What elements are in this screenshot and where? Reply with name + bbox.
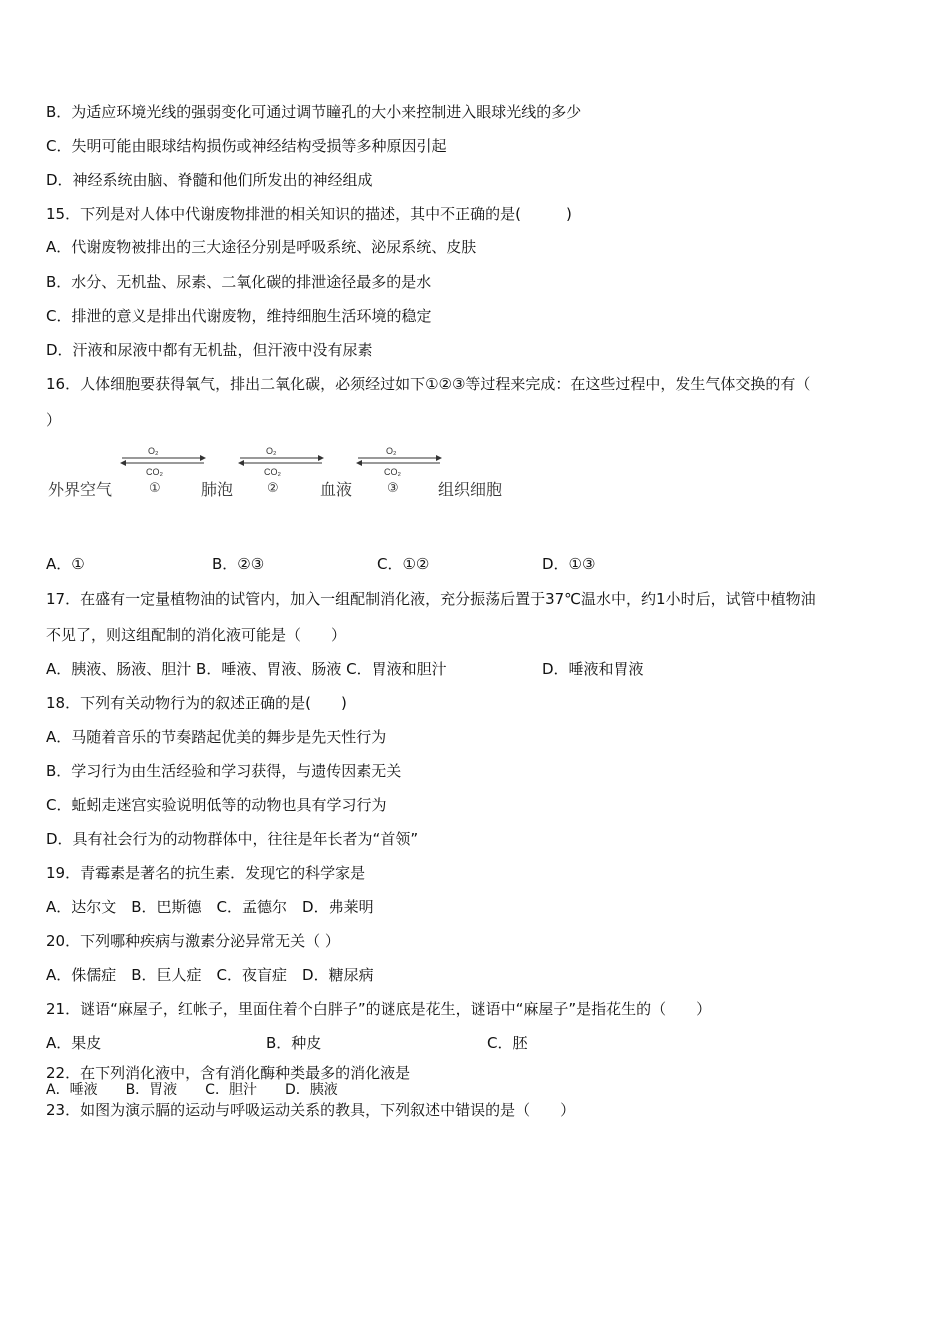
diagram-label-outside-air: 外界空气 (48, 480, 113, 499)
co2-label: CO₂ (146, 467, 163, 477)
q18-option-a: A．马随着音乐的节奏踏起优美的舞步是先天性行为 (46, 728, 387, 746)
q21-option-a: A．果皮 (46, 1034, 102, 1052)
q16-option-a: A．① (46, 555, 85, 573)
co2-label: CO₂ (264, 467, 281, 477)
diagram-label-blood: 血液 (320, 480, 353, 499)
q18-option-b: B．学习行为由生活经验和学习获得，与遗传因素无关 (46, 762, 402, 780)
q17-stem-line2: 不见了，则这组配制的消化液可能是（ ） (46, 626, 347, 644)
exchange-arrows-1 (118, 444, 208, 496)
step-2: ② (267, 481, 279, 496)
q14-option-b: B．为适应环境光线的强弱变化可通过调节瞳孔的大小来控制进入眼球光线的多少 (46, 103, 582, 121)
o2-label: O₂ (386, 446, 397, 456)
q21-stem: 21．谜语“麻屋子，红帐子，里面住着个白胖子”的谜底是花生，谜语中“麻屋子”是指花生的（ ） (46, 1000, 712, 1018)
q17-options-abc: A．胰液、肠液、胆汁 B．唾液、胃液、肠液 C．胃液和胆汁 (46, 660, 447, 678)
double-arrow-icon (354, 454, 444, 468)
q15-option-d: D．汗液和尿液中都有无机盐，但汗液中没有尿素 (46, 341, 373, 359)
double-arrow-icon (236, 454, 326, 468)
q21-option-c: C．胚 (487, 1034, 528, 1052)
diagram-label-alveoli: 肺泡 (201, 480, 234, 499)
q14-option-c: C．失明可能由眼球结构损伤或神经结构受损等多种原因引起 (46, 137, 447, 155)
diagram-label-tissue-cells: 组织细胞 (438, 480, 503, 499)
q16-option-c: C．①② (377, 555, 430, 573)
q18-option-c: C．蚯蚓走迷宫实验说明低等的动物也具有学习行为 (46, 796, 387, 814)
q16-option-d: D．①③ (542, 555, 596, 573)
q18-stem: 18．下列有关动物行为的叙述正确的是( ) (46, 694, 347, 712)
q19-stem: 19．青霉素是著名的抗生素．发现它的科学家是 (46, 864, 366, 882)
double-arrow-icon (118, 454, 208, 468)
exchange-arrows-2 (236, 444, 326, 496)
o2-label: O₂ (148, 446, 159, 456)
q22-stem: 22．在下列消化液中，含有消化酶种类最多的消化液是 (46, 1064, 411, 1082)
q15-option-c: C．排泄的意义是排出代谢废物，维持细胞生活环境的稳定 (46, 307, 432, 325)
q15-option-a: A．代谢废物被排出的三大途径分别是呼吸系统、泌尿系统、皮肤 (46, 238, 477, 256)
step-1: ① (149, 481, 161, 496)
q15-stem: 15．下列是对人体中代谢废物排泄的相关知识的描述，其中不正确的是( ) (46, 205, 572, 223)
q17-option-d: D．唾液和胃液 (542, 660, 644, 678)
q19-options: A．达尔文 B．巴斯德 C．孟德尔 D．弗莱明 (46, 898, 374, 916)
gas-exchange-diagram (46, 440, 526, 510)
q18-option-d: D．具有社会行为的动物群体中，往往是年长者为“首领” (46, 830, 419, 848)
q23-stem: 23．如图为演示膈的运动与呼吸运动关系的教具，下列叙述中错误的是（ ） (46, 1101, 576, 1119)
q20-options: A．侏儒症 B．巨人症 C．夜盲症 D．糖尿病 (46, 966, 374, 984)
q16-option-b: B．②③ (212, 555, 265, 573)
q21-option-b: B．种皮 (266, 1034, 322, 1052)
q17-stem-line1: 17．在盛有一定量植物油的试管内，加入一组配制消化液，充分振荡后置于37℃温水中，约1小时后，试管中植物油 (46, 590, 816, 608)
o2-label: O₂ (266, 446, 277, 456)
step-3: ③ (387, 481, 399, 496)
exchange-arrows-3 (354, 444, 444, 496)
q22-options: A．唾液 B．胃液 C．胆汁 D．胰液 (46, 1082, 338, 1098)
q16-stem-line2: ） (46, 411, 62, 429)
q15-option-b: B．水分、无机盐、尿素、二氧化碳的排泄途径最多的是水 (46, 273, 432, 291)
q14-option-d: D．神经系统由脑、脊髓和他们所发出的神经组成 (46, 171, 373, 189)
q20-stem: 20．下列哪种疾病与激素分泌异常无关（ ） (46, 932, 340, 950)
q16-stem-line1: 16．人体细胞要获得氧气，排出二氧化碳，必须经过如下①②③等过程来完成：在这些过程中，发生气体交换的有（ (46, 375, 811, 393)
co2-label: CO₂ (384, 467, 401, 477)
